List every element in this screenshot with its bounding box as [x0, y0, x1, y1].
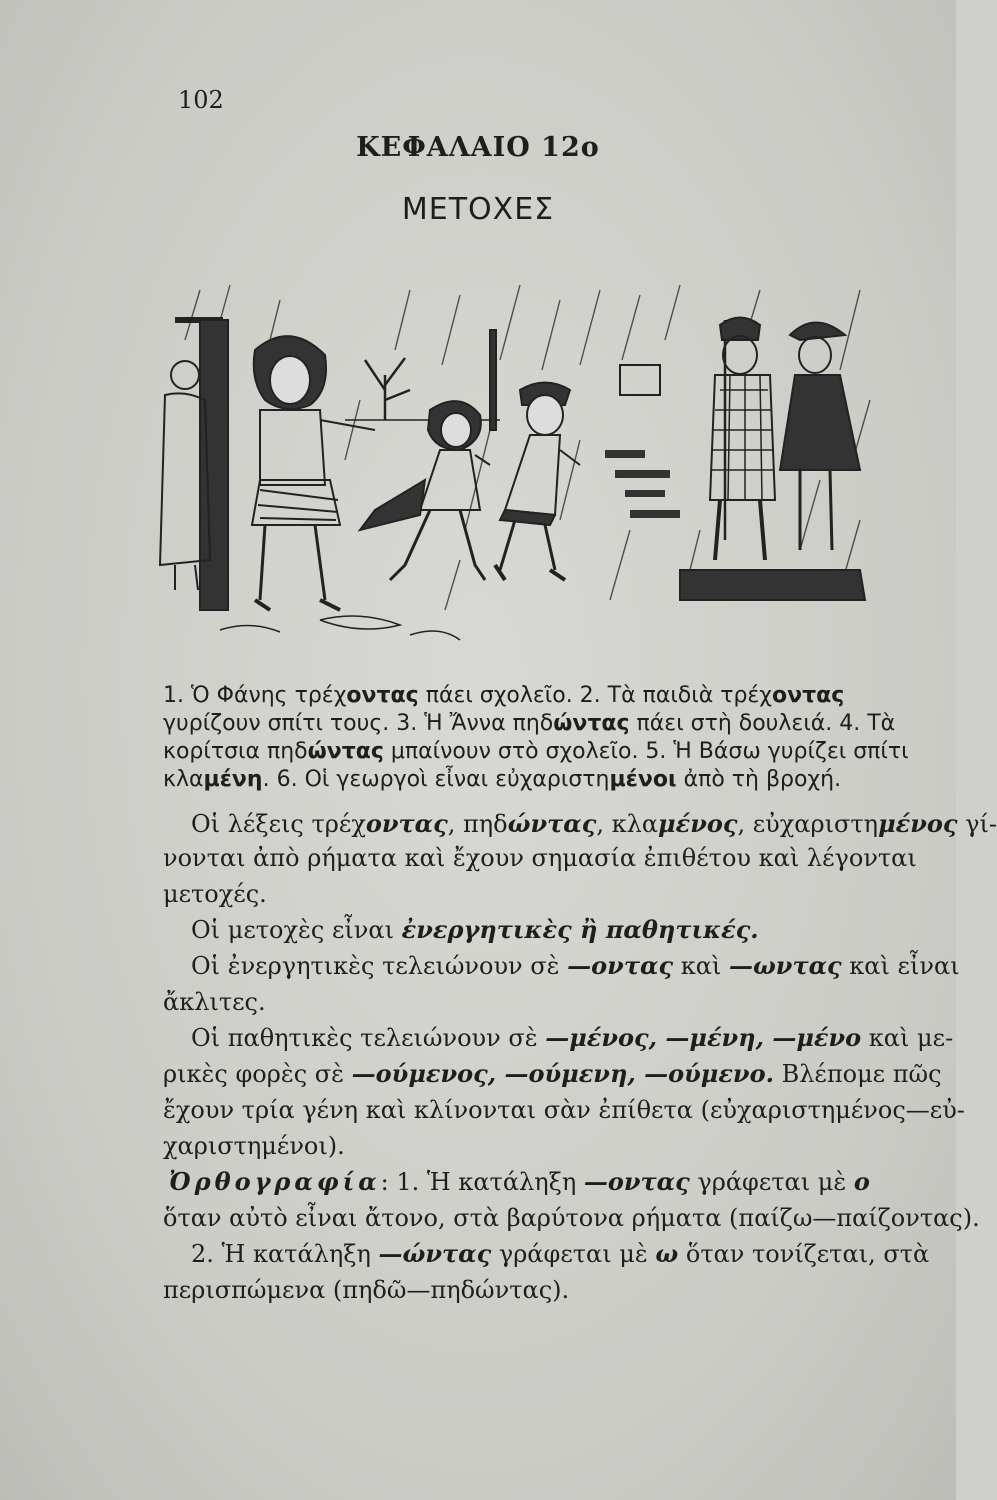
rules-p1-line-3: μετοχές.	[163, 880, 267, 908]
rules-p1-line-1: Οἱ λέξεις τρέχοντας, πηδώντας, κλαμένος, εὐχαριστημένος γί-	[191, 809, 997, 838]
rules-p2: Οἱ μετοχὲς εἶναι ἐνεργητικὲς ἢ παθητικές.	[191, 915, 759, 944]
section-subtitle: ΜΕΤΟΧΕΣ	[401, 192, 555, 227]
orthography-line-4: περισπώμενα (πηδῶ—πηδώντας).	[163, 1276, 570, 1304]
orthography-line-1: Ὀρθογραφία: 1. Ἡ κατάληξη —οντας γράφεται μὲ ο	[169, 1167, 870, 1196]
girl-running	[360, 401, 490, 580]
girl-crying	[252, 336, 375, 610]
puddles	[220, 616, 460, 640]
rules-p1-line-2: νονται ἀπὸ ρήματα καὶ ἔχουν σημασία ἐπιθέτου καὶ λέγονται	[163, 844, 917, 872]
rules-p4-line-1: Οἱ παθητικὲς τελειώνουν σὲ —μένος, —μένη, —μένο καὶ με-	[191, 1023, 954, 1052]
example-line-2: γυρίζουν σπίτι τους. 3. Ἡ Ἄννα πηδώντας πάει στὴ δουλειά. 4. Τὰ	[163, 711, 896, 736]
chapter-title: ΚΕΦΑΛΑΙΟ 12ο	[356, 132, 600, 163]
example-line-1: 1. Ὁ Φάνης τρέχοντας πάει σχολεῖο. 2. Τὰ παιδιὰ τρέχοντας	[163, 683, 845, 708]
example-line-4: κλαμένη. 6. Οἱ γεωργοὶ εἶναι εὐχαριστημένοι ἀπὸ τὴ βροχή.	[163, 767, 842, 792]
rules-p4-line-3: ἔχουν τρία γένη καὶ κλίνονται σὰν ἐπίθετα (εὐχαριστημένος—εὐ-	[163, 1096, 965, 1124]
farmer-couple	[680, 318, 865, 601]
page-number: 102	[178, 86, 224, 114]
rules-p3-line-2: ἄκλιτες.	[163, 988, 266, 1016]
rules-p3-line-1: Οἱ ἐνεργητικὲς τελειώνουν σὲ —οντας καὶ —ωντας καὶ εἶναι	[191, 951, 960, 980]
boy-running	[495, 383, 580, 581]
rules-p4-line-4: χαριστημένοι).	[163, 1132, 345, 1160]
orthography-heading: Ὀρθογραφία	[169, 1167, 381, 1196]
rain-streaks	[185, 285, 870, 610]
rules-p4-line-2: ρικὲς φορὲς σὲ —ούμενος, —ούμενη, —ούμενο. Βλέπομε πῶς	[163, 1059, 942, 1088]
orthography-line-2: ὅταν αὐτὸ εἶναι ἄτονο, στὰ βαρύτονα ρήματα (παίζω—παίζοντας).	[163, 1204, 980, 1232]
example-line-3: κορίτσια πηδώντας μπαίνουν στὸ σχολεῖο. 5. Ἡ Βάσω γυρίζει σπίτι	[163, 739, 909, 764]
orthography-line-3: 2. Ἡ κατάληξη —ώντας γράφεται μὲ ω ὅταν τονίζεται, στὰ	[191, 1239, 930, 1268]
rain-scene-illustration	[160, 280, 880, 660]
